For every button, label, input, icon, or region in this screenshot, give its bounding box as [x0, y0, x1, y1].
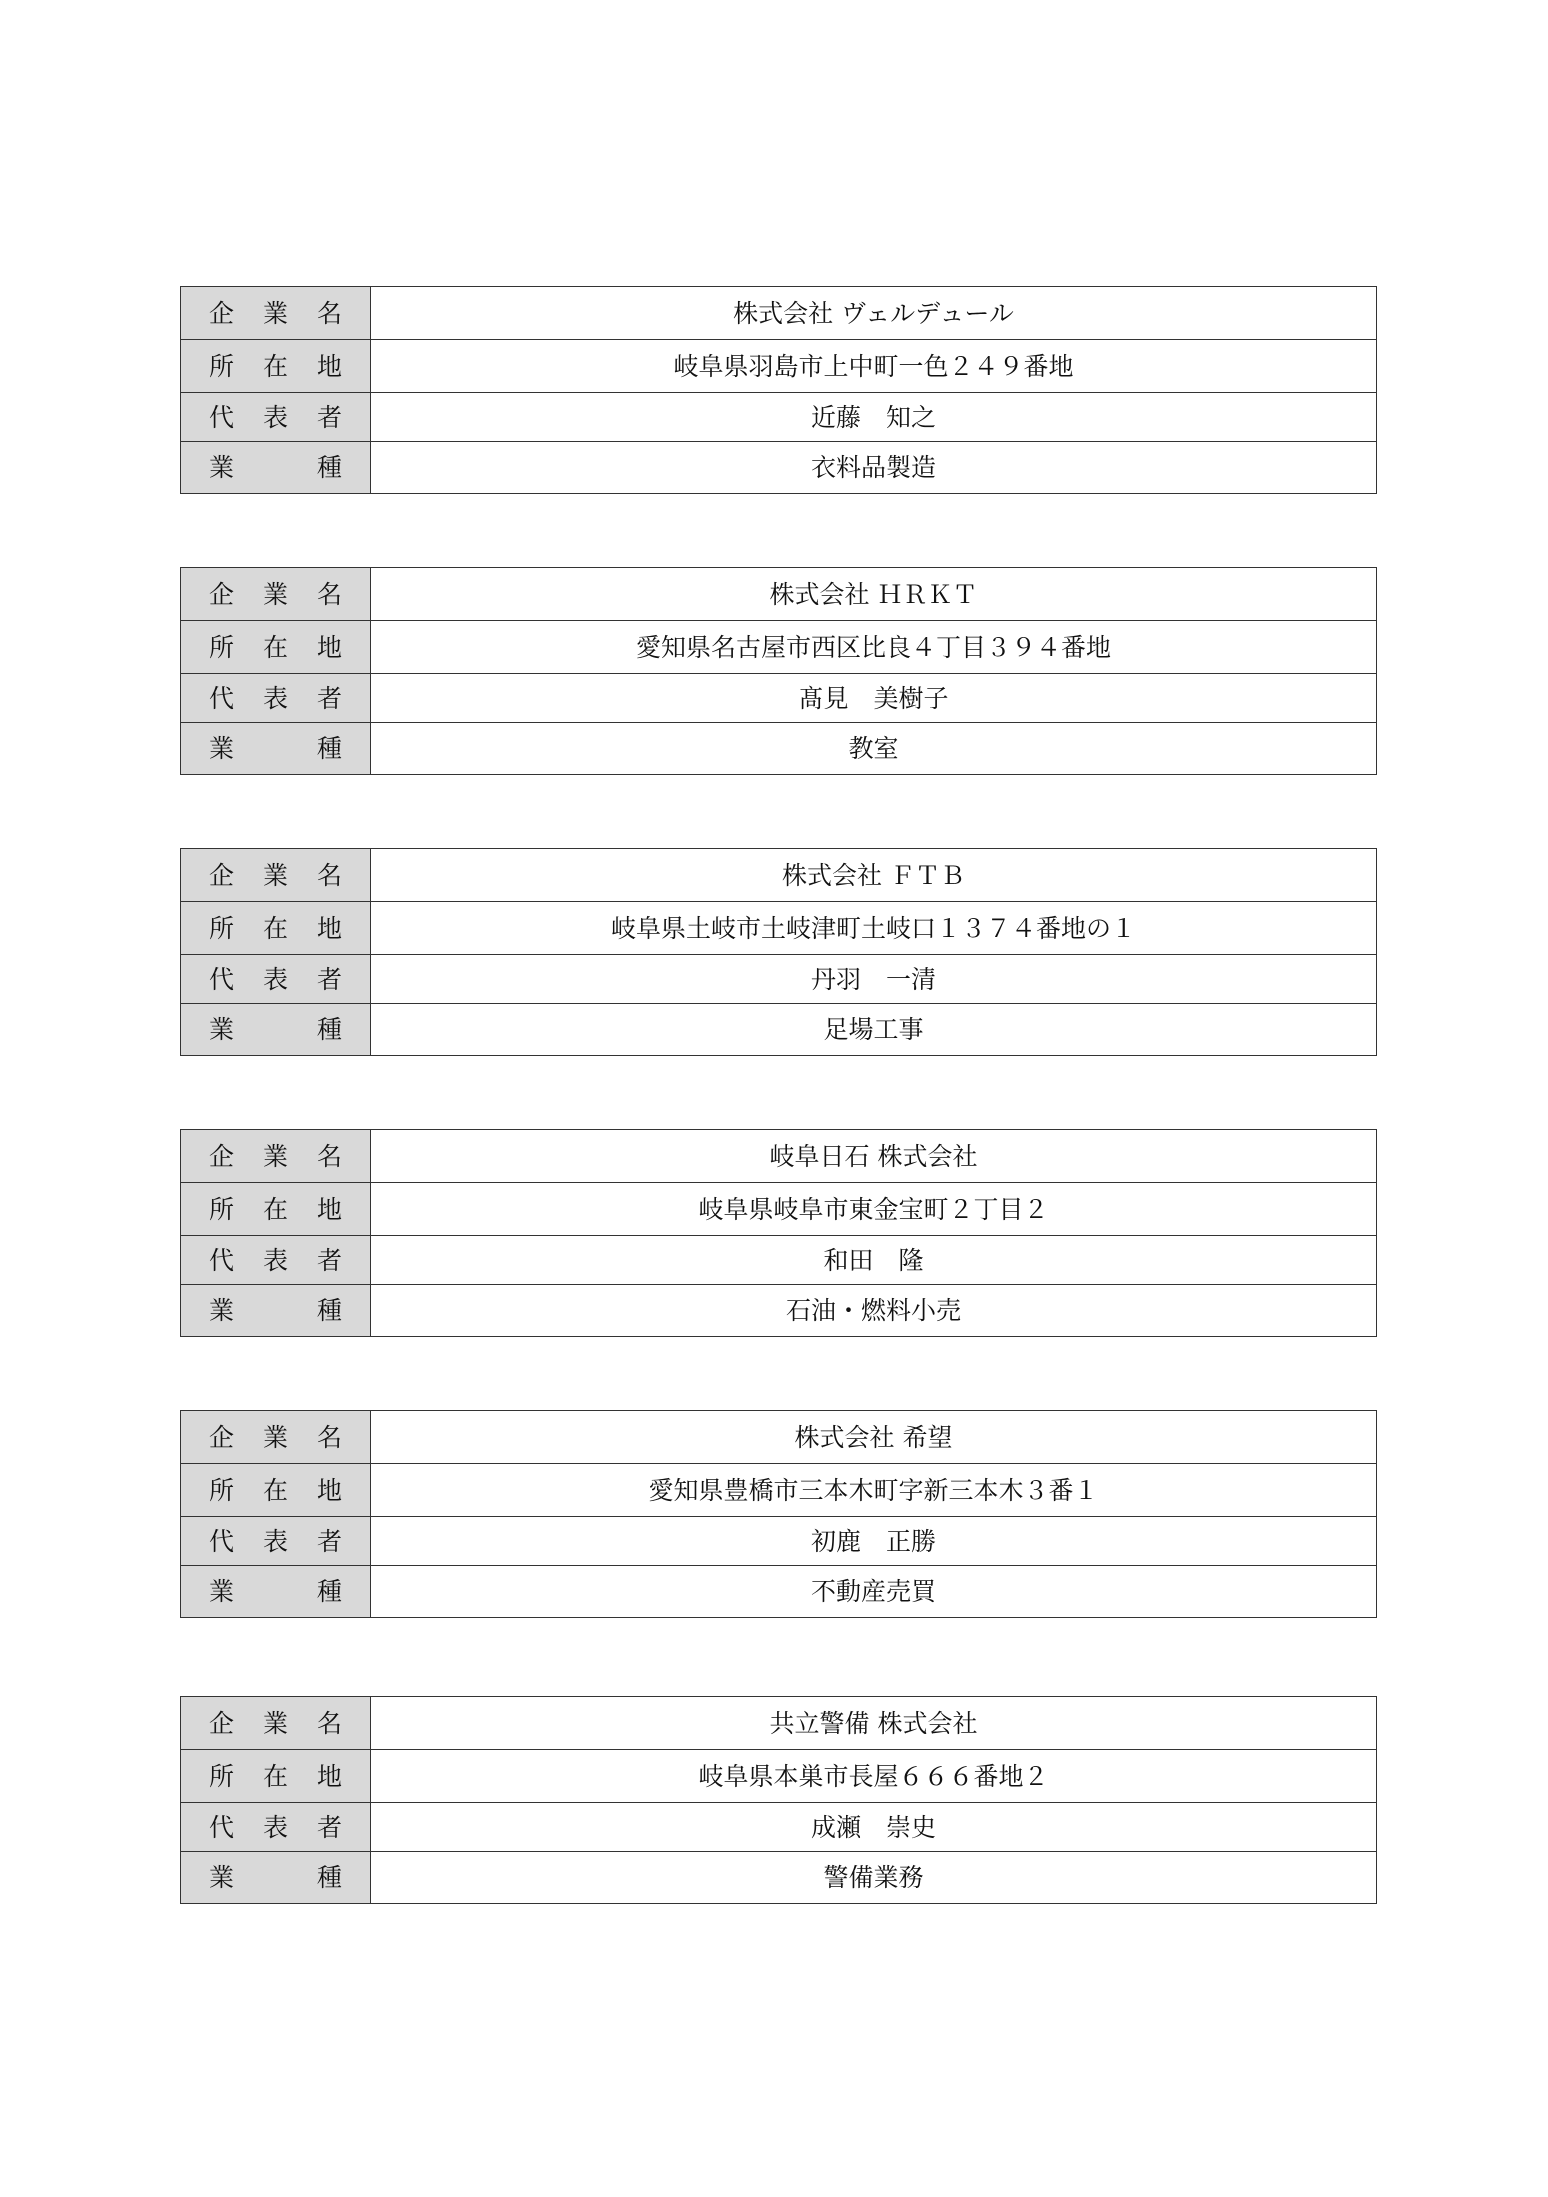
label-char: 所 [209, 632, 235, 662]
label-char: 企 [209, 1422, 235, 1452]
value-representative: 和田 隆 [371, 1236, 1377, 1285]
label-char: 企 [209, 860, 235, 890]
label-char: 表 [262, 1812, 288, 1842]
label-industry [181, 1285, 371, 1337]
label-char: 業 [262, 1141, 288, 1171]
label-char: 表 [262, 683, 288, 713]
value-address: 岐阜県土岐市土岐津町土岐口１３７４番地の１ [371, 902, 1377, 955]
label-char: 企 [209, 579, 235, 609]
label-char: 企 [209, 1708, 235, 1738]
label-industry [181, 1566, 371, 1618]
label-char: 所 [209, 1761, 235, 1791]
label-char: 所 [209, 1475, 235, 1505]
value-company-name: 株式会社 ＨＲＫＴ [371, 568, 1377, 621]
value-industry: 石油・燃料小売 [371, 1285, 1377, 1337]
value-representative: 丹羽 一清 [371, 955, 1377, 1004]
company-table-1 [180, 286, 1377, 494]
label-char: 者 [316, 402, 342, 432]
label-industry [181, 1004, 371, 1056]
label-char: 企 [209, 1141, 235, 1171]
label-char: 者 [316, 1812, 342, 1842]
company-table-4 [180, 1129, 1377, 1337]
label-char: 業 [262, 1422, 288, 1452]
label-char: 種 [316, 734, 342, 763]
row-address [181, 340, 1377, 393]
label-char: 者 [316, 683, 342, 713]
row-representative [181, 1236, 1377, 1285]
row-representative [181, 674, 1377, 723]
value-industry: 教室 [371, 723, 1377, 775]
label-char: 種 [316, 453, 342, 482]
label-char: 業 [262, 298, 288, 328]
label-representative [181, 1803, 371, 1852]
label-char: 在 [262, 351, 288, 381]
label-char: 所 [209, 351, 235, 381]
row-industry [181, 1852, 1377, 1904]
label-address [181, 1183, 371, 1236]
label-char: 表 [262, 402, 288, 432]
label-char: 名 [316, 1141, 342, 1171]
value-representative: 髙見 美樹子 [371, 674, 1377, 723]
row-address [181, 902, 1377, 955]
label-char: 地 [316, 1761, 342, 1791]
label-char: 代 [209, 964, 235, 994]
row-address [181, 1464, 1377, 1517]
company-table-3 [180, 848, 1377, 1056]
label-representative [181, 1517, 371, 1566]
label-char: 代 [209, 1812, 235, 1842]
row-address [181, 1750, 1377, 1803]
label-char: 名 [316, 1708, 342, 1738]
label-char: 種 [316, 1015, 342, 1044]
value-industry: 足場工事 [371, 1004, 1377, 1056]
label-representative [181, 955, 371, 1004]
row-representative [181, 955, 1377, 1004]
label-company-name [181, 849, 371, 902]
label-char: 代 [209, 1526, 235, 1556]
label-char: 種 [316, 1577, 342, 1606]
value-company-name: 株式会社 ヴェルデュール [371, 287, 1377, 340]
label-company-name [181, 1130, 371, 1183]
label-char: 在 [262, 1475, 288, 1505]
row-company-name [181, 568, 1377, 621]
label-char: 名 [316, 298, 342, 328]
label-address [181, 621, 371, 674]
label-industry [181, 1852, 371, 1904]
label-char: 者 [316, 964, 342, 994]
row-address [181, 621, 1377, 674]
row-company-name [181, 1697, 1377, 1750]
label-char: 表 [262, 964, 288, 994]
company-table-5 [180, 1410, 1377, 1618]
label-char: 地 [316, 632, 342, 662]
row-address [181, 1183, 1377, 1236]
row-representative [181, 1803, 1377, 1852]
label-char: 業 [209, 453, 235, 482]
label-char: 業 [262, 1708, 288, 1738]
label-industry [181, 723, 371, 775]
label-company-name [181, 287, 371, 340]
label-char: 在 [262, 1761, 288, 1791]
value-company-name: 株式会社 ＦＴＢ [371, 849, 1377, 902]
row-representative [181, 1517, 1377, 1566]
row-industry [181, 1566, 1377, 1618]
label-char: 者 [316, 1245, 342, 1275]
label-char: 代 [209, 1245, 235, 1275]
label-char: 在 [262, 1194, 288, 1224]
label-char: 所 [209, 913, 235, 943]
row-company-name [181, 849, 1377, 902]
label-char: 業 [262, 860, 288, 890]
label-company-name [181, 568, 371, 621]
value-company-name: 共立警備 株式会社 [371, 1697, 1377, 1750]
label-char: 企 [209, 298, 235, 328]
value-address: 愛知県豊橋市三本木町字新三本木３番１ [371, 1464, 1377, 1517]
label-char: 名 [316, 860, 342, 890]
row-representative [181, 393, 1377, 442]
label-char: 業 [209, 1863, 235, 1892]
label-address [181, 340, 371, 393]
value-address: 岐阜県岐阜市東金宝町２丁目２ [371, 1183, 1377, 1236]
row-industry [181, 1285, 1377, 1337]
value-address: 岐阜県羽島市上中町一色２４９番地 [371, 340, 1377, 393]
row-industry [181, 1004, 1377, 1056]
label-char: 表 [262, 1245, 288, 1275]
label-char: 所 [209, 1194, 235, 1224]
row-industry [181, 723, 1377, 775]
label-char: 在 [262, 913, 288, 943]
label-char: 業 [209, 1577, 235, 1606]
label-company-name [181, 1411, 371, 1464]
label-char: 種 [316, 1863, 342, 1892]
label-address [181, 1464, 371, 1517]
label-char: 者 [316, 1526, 342, 1556]
label-char: 業 [262, 579, 288, 609]
label-char: 在 [262, 632, 288, 662]
label-char: 業 [209, 734, 235, 763]
label-address [181, 902, 371, 955]
label-char: 表 [262, 1526, 288, 1556]
label-representative [181, 393, 371, 442]
value-company-name: 岐阜日石 株式会社 [371, 1130, 1377, 1183]
label-char: 代 [209, 402, 235, 432]
value-address: 岐阜県本巣市長屋６６６番地２ [371, 1750, 1377, 1803]
value-address: 愛知県名古屋市西区比良４丁目３９４番地 [371, 621, 1377, 674]
row-company-name [181, 287, 1377, 340]
value-industry: 不動産売買 [371, 1566, 1377, 1618]
label-char: 名 [316, 579, 342, 609]
label-char: 業 [209, 1015, 235, 1044]
row-industry [181, 442, 1377, 494]
value-representative: 成瀬 崇史 [371, 1803, 1377, 1852]
label-char: 地 [316, 1475, 342, 1505]
row-company-name [181, 1411, 1377, 1464]
value-company-name: 株式会社 希望 [371, 1411, 1377, 1464]
label-industry [181, 442, 371, 494]
label-company-name [181, 1697, 371, 1750]
value-industry: 警備業務 [371, 1852, 1377, 1904]
value-industry: 衣料品製造 [371, 442, 1377, 494]
label-address [181, 1750, 371, 1803]
label-representative [181, 674, 371, 723]
row-company-name [181, 1130, 1377, 1183]
label-representative [181, 1236, 371, 1285]
label-char: 地 [316, 913, 342, 943]
value-representative: 近藤 知之 [371, 393, 1377, 442]
label-char: 名 [316, 1422, 342, 1452]
label-char: 種 [316, 1296, 342, 1325]
label-char: 地 [316, 1194, 342, 1224]
label-char: 業 [209, 1296, 235, 1325]
label-char: 代 [209, 683, 235, 713]
label-char: 地 [316, 351, 342, 381]
company-table-6 [180, 1696, 1377, 1904]
value-representative: 初鹿 正勝 [371, 1517, 1377, 1566]
company-table-2 [180, 567, 1377, 775]
